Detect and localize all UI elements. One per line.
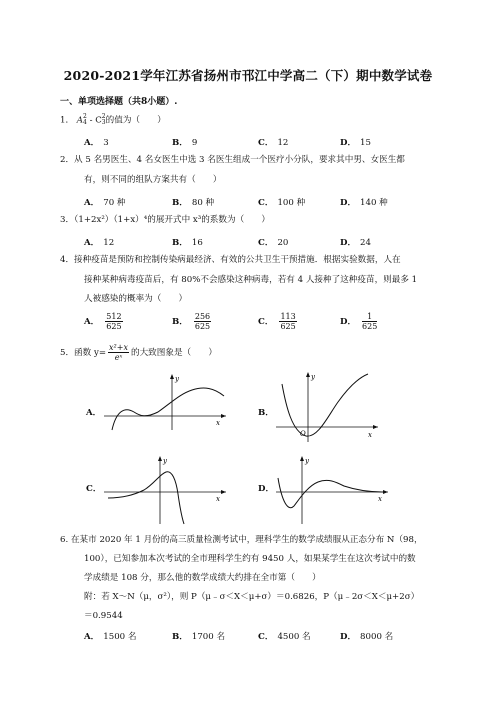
option-text: 4500 名 — [277, 632, 311, 642]
option-text: 1700 名 — [191, 632, 226, 642]
fraction — [279, 312, 296, 331]
option-label: B． — [172, 632, 188, 642]
denominator: 625 — [362, 322, 378, 331]
fraction — [105, 312, 122, 331]
graph-b[interactable] — [272, 370, 382, 445]
perm-sub: 4 — [83, 119, 87, 126]
q6-option-a[interactable] — [84, 630, 136, 642]
arrow-icon — [221, 490, 226, 494]
q3-option-a[interactable] — [84, 236, 114, 248]
option-text: 16 — [191, 238, 203, 248]
option-label: B． — [172, 198, 188, 208]
option-label: A． — [84, 198, 100, 208]
axis-label: y — [163, 457, 167, 465]
question-4-cont-1: 接种某种病毒疫苗后，有 80%不会感染这种病毒，若有 4 人接种了这种疫苗，则最多 1 — [84, 275, 418, 285]
question-3: 3．（1+2x²）（1+x）⁴的展开式中 x³的系数为（ ） — [60, 215, 270, 225]
function-fraction — [108, 343, 129, 362]
option-text: 1500 名 — [103, 632, 137, 642]
q6-option-d[interactable] — [340, 630, 393, 642]
q2-option-d[interactable] — [340, 196, 388, 208]
option-label: D． — [340, 632, 357, 642]
option-label: A． — [84, 632, 100, 642]
question-5 — [60, 343, 217, 363]
option-label: B． — [172, 317, 188, 327]
option-label: D． — [340, 317, 357, 327]
option-text: 9 — [191, 138, 198, 148]
q1-option-c[interactable] — [258, 136, 288, 148]
axis-label: x — [368, 431, 372, 439]
q2-option-b[interactable] — [172, 196, 214, 208]
q5-label-d[interactable]: D． — [258, 484, 275, 494]
denominator: eˣ — [114, 353, 123, 362]
question-text: 的大致图象是（ ） — [130, 348, 217, 358]
option-text: 70 种 — [103, 198, 126, 208]
curve — [112, 388, 224, 430]
q4-option-b[interactable] — [172, 312, 213, 331]
option-label: D． — [340, 138, 357, 148]
q5-label-c[interactable]: C． — [86, 484, 102, 494]
option-text: 140 种 — [360, 198, 388, 208]
question-6-note: 附：若 X～N（μ，σ²），则 P（μ﹣σ＜X＜μ+σ）＝0.6826，P（μ﹣2σ＜X＜μ+2σ） — [84, 592, 420, 602]
option-text: 3 — [103, 138, 109, 148]
option-text: 24 — [360, 238, 371, 248]
arrow-icon — [221, 414, 226, 418]
perm-symbol: A — [76, 115, 84, 126]
question-4-cont-2: 人被感染的概率为（ ） — [84, 294, 188, 304]
question-4: 4．接种疫苗是预防和控制传染病最经济、有效的公共卫生干预措施．根据实验数据，人在 — [60, 255, 401, 265]
numerator: 113 — [280, 312, 296, 321]
denominator: 625 — [106, 322, 122, 331]
q2-option-c[interactable] — [258, 196, 305, 208]
option-label: C． — [258, 198, 274, 208]
option-label: B． — [172, 238, 188, 248]
comb-sup: 2 — [101, 113, 106, 120]
arrow-icon — [170, 374, 174, 379]
q3-option-c[interactable] — [258, 236, 288, 248]
q1-option-a[interactable] — [84, 136, 109, 148]
graph-a[interactable] — [100, 372, 230, 432]
comb-sub: 3 — [101, 119, 106, 126]
option-label: C． — [258, 317, 274, 327]
q4-option-d[interactable] — [340, 312, 379, 331]
option-text: 80 种 — [191, 198, 215, 208]
q1-option-d[interactable] — [340, 136, 371, 148]
question-text: 的值为（ ） — [105, 115, 166, 126]
page-title: 2020-2021学年江苏省扬州市邗江中学高二（下）期中数学试卷 — [63, 68, 433, 83]
fraction — [194, 312, 211, 331]
q5-label-a[interactable]: A． — [86, 408, 102, 418]
option-label: B． — [172, 138, 188, 148]
numerator: 512 — [106, 312, 122, 321]
perm-sup: 2 — [83, 113, 87, 120]
arrow-icon — [306, 372, 310, 377]
option-text: 12 — [277, 138, 289, 148]
arrow-icon — [373, 425, 378, 429]
question-text: 5．函数 y= — [60, 348, 107, 358]
comb-symbol: - C — [89, 115, 102, 126]
axis-label: y — [175, 375, 179, 383]
option-label: C． — [258, 238, 274, 248]
axis-label: y — [311, 373, 315, 381]
numerator: x²+x — [109, 343, 128, 352]
option-text: 20 — [277, 238, 289, 248]
q3-option-d[interactable] — [340, 236, 371, 248]
q6-option-b[interactable] — [172, 630, 225, 642]
option-label: C． — [258, 138, 274, 148]
q6-option-c[interactable] — [258, 630, 311, 642]
axis-label: y — [305, 457, 309, 465]
question-6-cont-2: 学成绩是 108 分，那么他的数学成绩大约排在全市第（ ） — [84, 573, 321, 583]
question-1 — [60, 114, 166, 127]
question-6-note-cont: ＝0.9544 — [84, 611, 123, 621]
numerator: 1 — [362, 312, 377, 322]
axis-label: x — [216, 495, 220, 503]
question-2-cont: 有，则不同的组队方案共有（ ） — [84, 175, 222, 185]
q2-option-a[interactable] — [84, 196, 126, 208]
q4-option-a[interactable] — [84, 312, 125, 331]
option-text: 15 — [360, 138, 371, 148]
section-heading: 一、单项选择题（共8小题）. — [60, 97, 178, 107]
option-text: 8000 名 — [360, 632, 394, 642]
axis-label: x — [378, 495, 382, 503]
question-6: 6. 在某市 2020 年 1 月份的高三质量检测考试中，理科学生的数学成绩服从正态分布 N（98， — [60, 535, 423, 545]
option-label: D． — [340, 198, 357, 208]
option-label: A． — [84, 317, 100, 327]
option-text: 100 种 — [277, 198, 306, 208]
origin-label: O — [300, 430, 306, 438]
option-label: A． — [84, 238, 100, 248]
curve — [278, 478, 384, 508]
curve — [108, 472, 184, 524]
arrow-icon — [300, 456, 304, 461]
graph-d[interactable] — [272, 454, 392, 526]
question-6-cont-1: 100），已知参加本次考试的全市理科学生约有 9450 人，如果某学生在这次考试中的数 — [84, 554, 416, 564]
arrow-icon — [158, 456, 162, 461]
q1-option-b[interactable] — [172, 136, 197, 148]
denominator: 625 — [194, 322, 211, 331]
option-label: C． — [258, 632, 274, 642]
question-2: 2．从 5 名男医生、4 名女医生中选 3 名医生组成一个医疗小分队，要求其中男、女医生都 — [60, 155, 405, 165]
fraction — [362, 312, 377, 331]
denominator: 625 — [280, 322, 296, 331]
q4-option-c[interactable] — [258, 312, 299, 331]
q3-option-b[interactable] — [172, 236, 203, 248]
axis-label: x — [216, 419, 220, 427]
numerator: 256 — [194, 312, 211, 321]
option-label: D． — [340, 238, 357, 248]
question-number: 1． — [60, 115, 75, 126]
graph-c[interactable] — [100, 454, 230, 526]
option-text: 12 — [103, 238, 115, 248]
option-label: A． — [84, 138, 100, 148]
q5-label-b[interactable]: B． — [258, 408, 274, 418]
